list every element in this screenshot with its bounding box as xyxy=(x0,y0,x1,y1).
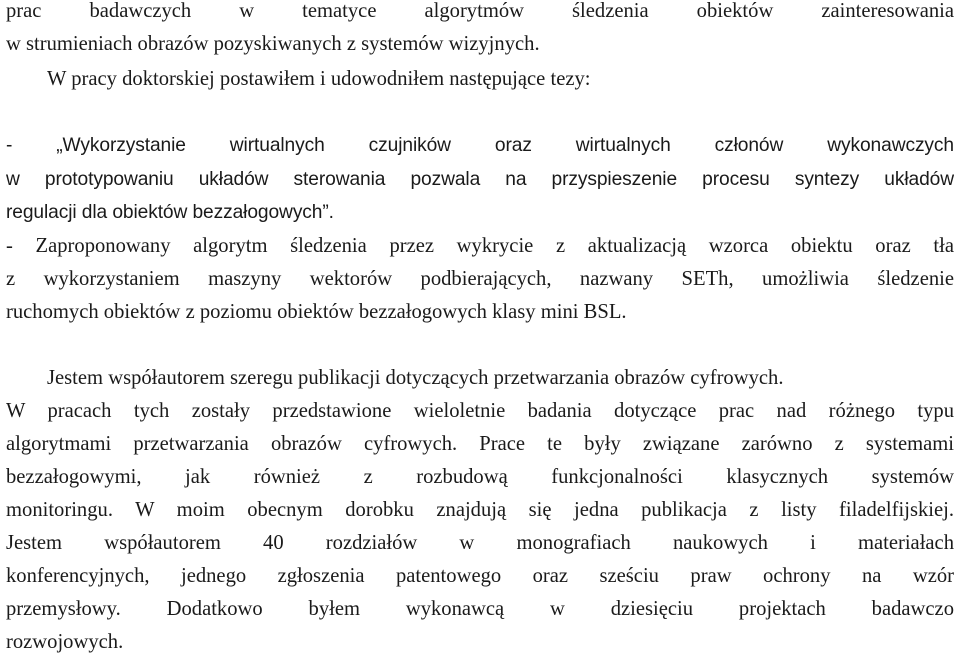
thesis-1-line: w prototypowaniu układów sterowania pozwala na przyspieszenie procesu syntezy układów xyxy=(6,169,954,190)
thesis-2-line: - Zaproponowany algorytm śledzenia przez wykrycie z aktualizacją wzorca obiektu oraz tła xyxy=(6,235,954,257)
text-line: prac badawczych w tematyce algorytmów śledzenia obiektów zainteresowania xyxy=(6,0,954,22)
thesis-2-line: ruchomych obiektów z poziomu obiektów bezzałogowych klasy mini BSL. xyxy=(6,301,627,323)
thesis-2-line: z wykorzystaniem maszyny wektorów podbierających, nazwany SETh, umożliwia śledzenie xyxy=(6,268,954,290)
text-line: W pracy doktorskiej postawiłem i udowodniłem następujące tezy: xyxy=(47,68,591,90)
text-line: W pracach tych zostały przedstawione wieloletnie badania dotyczące prac nad różnego typu xyxy=(6,400,954,422)
text-line: w strumieniach obrazów pozyskiwanych z systemów wizyjnych. xyxy=(6,33,540,55)
thesis-1-line: - „Wykorzystanie wirtualnych czujników oraz wirtualnych członów wykonawczych xyxy=(6,135,954,156)
text-line: rozwojowych. xyxy=(6,631,124,653)
text-line: Jestem współautorem 40 rozdziałów w monografiach naukowych i materiałach xyxy=(6,532,954,554)
thesis-1-line: regulacji dla obiektów bezzałogowych”. xyxy=(6,202,334,223)
text-line: Jestem współautorem szeregu publikacji dotyczących przetwarzania obrazów cyfrowych. xyxy=(47,367,784,389)
text-line: bezzałogowymi, jak również z rozbudową funkcjonalności klasycznych systemów xyxy=(6,466,954,488)
text-line: monitoringu. W moim obecnym dorobku znajdują się jedna publikacja z listy filadelfijskiej. xyxy=(6,499,954,521)
text-line: algorytmami przetwarzania obrazów cyfrowych. Prace te były związane zarówno z systemami xyxy=(6,433,954,455)
text-line: przemysłowy. Dodatkowo byłem wykonawcą w dziesięciu projektach badawczo xyxy=(6,598,954,620)
text-line: konferencyjnych, jednego zgłoszenia patentowego oraz sześciu praw ochrony na wzór xyxy=(6,565,954,587)
